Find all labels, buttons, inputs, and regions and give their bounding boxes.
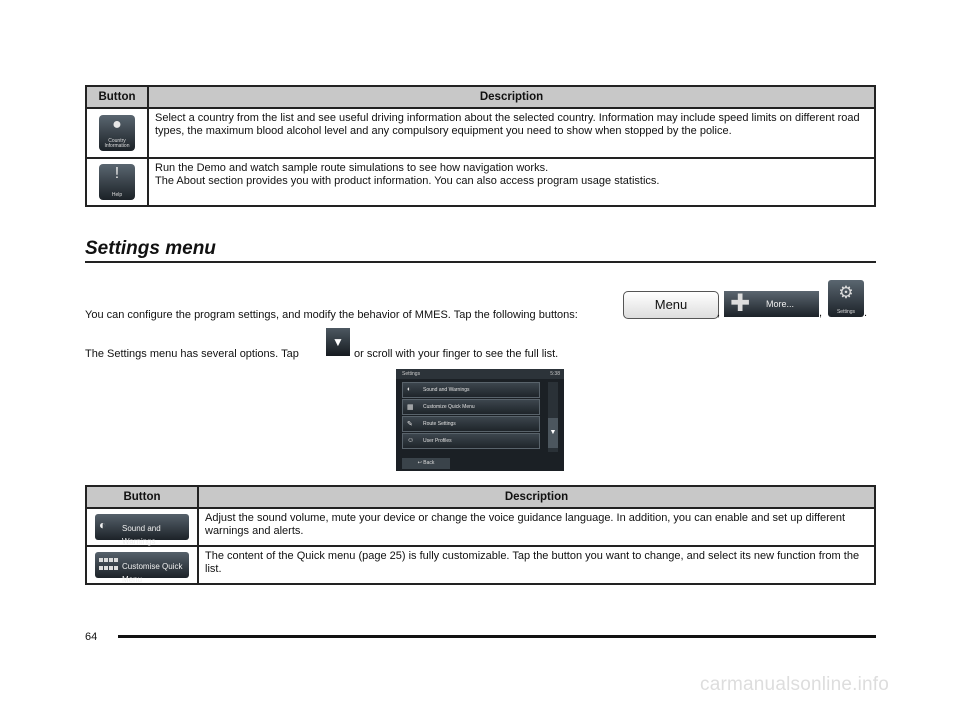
separator: , xyxy=(717,307,721,319)
button-description-table-top xyxy=(85,85,876,207)
description-cell: Adjust the sound volume, mute your device or change the voice guidance language. In addition, you can enable and set up different warnings and alerts. xyxy=(198,508,875,546)
page-number: 64 xyxy=(85,631,98,643)
watermark: carmanualsonline.info xyxy=(700,674,890,695)
instruction-text: or scroll with your finger to see the full list. xyxy=(354,348,559,360)
description-cell: Select a country from the list and see useful driving information about the selected country. Information may include speed limits on different road types, the maximum blood alcohol level and any compulsory equipment you need to show when stopped by the police. xyxy=(148,108,875,158)
speaker-icon: ◐ xyxy=(99,518,107,532)
customise-quick-menu-button-image: Customise Quick Menu xyxy=(95,552,189,578)
column-header-button: Button xyxy=(86,486,198,508)
wrench-icon: ⚙ xyxy=(838,283,854,302)
list-item: ✎ Route Settings xyxy=(402,416,540,432)
description-line: The About section provides you with product information. You can also access program usage statistics. xyxy=(155,175,660,187)
end-period: . xyxy=(864,307,868,319)
intro-text: You can configure the program settings, and modify the behavior of MMES. Tap the following buttons: xyxy=(85,309,578,321)
table-row xyxy=(86,108,875,158)
footer-rule xyxy=(118,635,876,638)
menu-button: Menu xyxy=(623,291,719,319)
speaker-icon: ◐ xyxy=(407,386,412,393)
scrollbar xyxy=(548,382,558,452)
column-header-description: Description xyxy=(148,86,875,108)
table-row xyxy=(86,158,875,206)
help-icon: ! Help xyxy=(99,164,135,200)
more-button: ✚ More... xyxy=(724,291,819,317)
users-icon: ☺ xyxy=(407,437,415,444)
settings-button: ⚙ Settings xyxy=(828,280,864,317)
scroll-down-icon: ▼ xyxy=(548,418,558,448)
list-item: ▦ Customize Quick Menu xyxy=(402,399,540,415)
column-header-description: Description xyxy=(198,486,875,508)
instruction-text: The Settings menu has several options. Tap xyxy=(85,348,299,360)
button-cell xyxy=(86,508,198,546)
scroll-down-icon: ▼ xyxy=(326,328,350,356)
route-icon: ✎ xyxy=(407,421,413,428)
separator: , xyxy=(819,307,823,319)
button-cell xyxy=(86,546,198,584)
grid-icon: ▦ xyxy=(407,404,414,411)
list-item: ☺ User Profiles xyxy=(402,433,540,449)
section-heading: Settings menu xyxy=(85,238,216,259)
plus-icon: ✚ xyxy=(730,290,751,317)
list-item: ◐ Sound and Warnings xyxy=(402,382,540,398)
button-description-table-bottom xyxy=(85,485,876,585)
sound-and-warnings-button-image: ◐ Sound and Warnings xyxy=(95,514,189,540)
description-cell xyxy=(148,158,875,206)
screen-header: Settings 5:38 xyxy=(396,369,564,379)
heading-divider xyxy=(85,261,876,263)
grid-icon xyxy=(99,558,119,572)
country-information-icon: ● Country Information xyxy=(99,115,135,151)
description-cell: The content of the Quick menu (page 25) is fully customizable. Tap the button you want to change, and select its new function from the list. xyxy=(198,546,875,584)
table-row xyxy=(86,546,875,584)
table-row xyxy=(86,508,875,546)
column-header-button: Button xyxy=(86,86,148,108)
button-cell xyxy=(86,108,148,158)
settings-screenshot xyxy=(396,369,564,471)
description-line: Run the Demo and watch sample route simulations to see how navigation works. xyxy=(155,162,549,174)
button-cell xyxy=(86,158,148,206)
back-button: ↩ Back xyxy=(402,458,450,469)
